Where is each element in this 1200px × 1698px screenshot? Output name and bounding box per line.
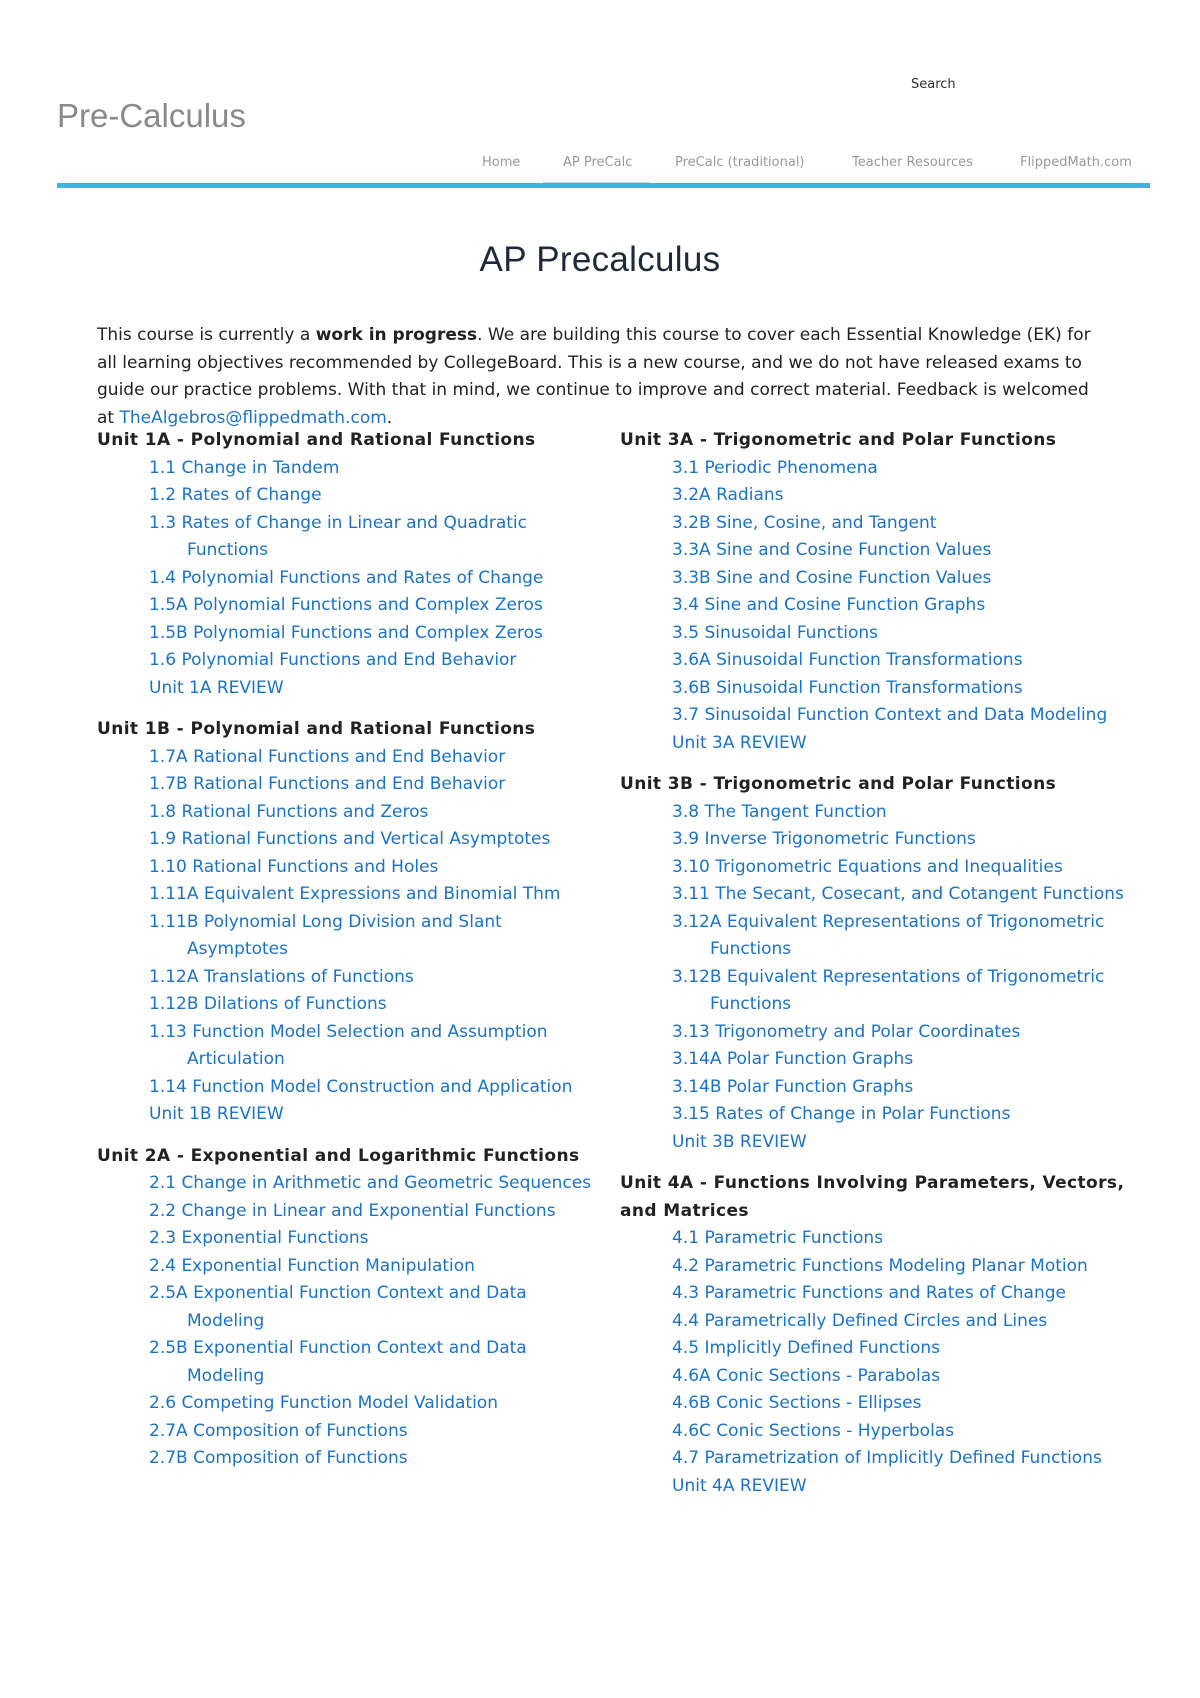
nav-item-teacher-resources[interactable]: Teacher Resources bbox=[852, 155, 973, 170]
lesson-link[interactable]: 3.12A Equivalent Representations of Trigonometric Functions bbox=[672, 911, 1105, 959]
lesson-link[interactable]: 3.3B Sine and Cosine Function Values bbox=[672, 567, 992, 588]
lesson-link[interactable]: 1.9 Rational Functions and Vertical Asymptotes bbox=[149, 829, 551, 849]
lesson-list bbox=[97, 744, 607, 1129]
lesson-link[interactable]: 2.5A Exponential Function Context and Data Modeling bbox=[149, 1283, 527, 1331]
unit-1b bbox=[97, 716, 607, 1129]
lesson-link[interactable]: 2.4 Exponential Function Manipulation bbox=[149, 1255, 475, 1276]
unit-heading: Unit 4A - Functions Involving Parameters, Vectors, and Matrices bbox=[620, 1173, 1125, 1221]
lesson-link[interactable]: 1.6 Polynomial Functions and End Behavior bbox=[149, 650, 517, 670]
lesson-link[interactable]: 2.1 Change in Arithmetic and Geometric Sequences bbox=[149, 1173, 592, 1193]
lesson-link[interactable]: 4.2 Parametric Functions Modeling Planar Motion bbox=[672, 1255, 1088, 1276]
lesson-link[interactable]: 1.13 Function Model Selection and Assumption Articulation bbox=[149, 1021, 548, 1069]
lesson-link[interactable]: 3.15 Rates of Change in Polar Functions bbox=[672, 1104, 1011, 1124]
lesson-link[interactable]: 4.7 Parametrization of Implicitly Defined Functions bbox=[672, 1448, 1102, 1468]
intro-text-end: . bbox=[386, 407, 393, 428]
lesson-link[interactable]: 1.1 Change in Tandem bbox=[149, 457, 340, 478]
feedback-email-link[interactable]: TheAlgebros@flippedmath.com bbox=[119, 407, 387, 428]
lesson-link[interactable]: Unit 4A REVIEW bbox=[672, 1475, 807, 1496]
lesson-link[interactable]: 1.3 Rates of Change in Linear and Quadratic Functions bbox=[149, 512, 527, 560]
unit-heading: Unit 3A - Trigonometric and Polar Functions bbox=[620, 430, 1057, 450]
lesson-link[interactable]: 2.5B Exponential Function Context and Data Modeling bbox=[149, 1338, 527, 1386]
lesson-link[interactable]: 4.3 Parametric Functions and Rates of Change bbox=[672, 1283, 1066, 1303]
lesson-link[interactable]: 3.6A Sinusoidal Function Transformations bbox=[672, 650, 1023, 670]
nav-item-flippedmath[interactable]: FlippedMath.com bbox=[1020, 155, 1132, 170]
left-column bbox=[97, 427, 607, 1487]
lesson-link[interactable]: 2.3 Exponential Functions bbox=[149, 1228, 369, 1248]
lesson-list bbox=[97, 455, 607, 703]
lesson-link[interactable]: 1.11B Polynomial Long Division and Slant Asymptotes bbox=[149, 911, 502, 959]
lesson-link[interactable]: Unit 1B REVIEW bbox=[149, 1104, 284, 1124]
intro-text-1: This course is currently a bbox=[97, 325, 316, 345]
lesson-link[interactable]: 3.3A Sine and Cosine Function Values bbox=[672, 540, 992, 560]
nav-item-precalc-traditional[interactable]: PreCalc (traditional) bbox=[675, 155, 805, 170]
lesson-link[interactable]: 3.6B Sinusoidal Function Transformations bbox=[672, 677, 1023, 698]
lesson-link[interactable]: 3.13 Trigonometry and Polar Coordinates bbox=[672, 1021, 1021, 1042]
lesson-link[interactable]: 2.7B Composition of Functions bbox=[149, 1448, 408, 1468]
lesson-link[interactable]: 4.5 Implicitly Defined Functions bbox=[672, 1338, 941, 1358]
lesson-link[interactable]: 3.4 Sine and Cosine Function Graphs bbox=[672, 595, 986, 615]
lesson-link[interactable]: 3.8 The Tangent Function bbox=[672, 801, 887, 822]
page-title: AP Precalculus bbox=[479, 240, 721, 279]
lesson-link[interactable]: 1.7A Rational Functions and End Behavior bbox=[149, 746, 506, 767]
header-divider bbox=[57, 183, 1150, 188]
lesson-link[interactable]: 4.6A Conic Sections - Parabolas bbox=[672, 1365, 941, 1386]
lesson-link[interactable]: 1.11A Equivalent Expressions and Binomial Thm bbox=[149, 884, 561, 904]
lesson-link[interactable]: 4.6C Conic Sections - Hyperbolas bbox=[672, 1420, 955, 1441]
lesson-link[interactable]: 3.11 The Secant, Cosecant, and Cotangent Functions bbox=[672, 884, 1124, 904]
lesson-link[interactable]: 3.7 Sinusoidal Function Context and Data Modeling bbox=[672, 705, 1108, 725]
lesson-link[interactable]: 4.4 Parametrically Defined Circles and Lines bbox=[672, 1310, 1048, 1331]
lesson-link[interactable]: 3.14A Polar Function Graphs bbox=[672, 1049, 914, 1069]
lesson-link[interactable]: 3.2A Radians bbox=[672, 485, 784, 505]
lesson-list bbox=[620, 1225, 1130, 1500]
lesson-link[interactable]: 1.2 Rates of Change bbox=[149, 485, 322, 505]
unit-heading: Unit 3B - Trigonometric and Polar Functions bbox=[620, 774, 1057, 794]
unit-3a bbox=[620, 427, 1130, 757]
lesson-link[interactable]: 1.7B Rational Functions and End Behavior bbox=[149, 774, 506, 794]
nav-item-ap-precalc[interactable]: AP PreCalc bbox=[563, 155, 633, 170]
lesson-link[interactable]: 4.6B Conic Sections - Ellipses bbox=[672, 1393, 922, 1413]
unit-heading: Unit 1A - Polynomial and Rational Functions bbox=[97, 430, 536, 450]
lesson-list bbox=[620, 799, 1130, 1157]
lesson-link[interactable]: 3.5 Sinusoidal Functions bbox=[672, 622, 878, 643]
lesson-link[interactable]: Unit 1A REVIEW bbox=[149, 677, 284, 698]
unit-heading: Unit 1B - Polynomial and Rational Functions bbox=[97, 719, 536, 739]
lesson-link[interactable]: 1.14 Function Model Construction and Application bbox=[149, 1076, 573, 1097]
lesson-link[interactable]: 1.4 Polynomial Functions and Rates of Change bbox=[149, 567, 544, 588]
unit-2a bbox=[97, 1143, 607, 1473]
lesson-link[interactable]: 2.7A Composition of Functions bbox=[149, 1420, 408, 1441]
right-column bbox=[620, 427, 1130, 1514]
intro-bold: work in progress bbox=[315, 325, 478, 345]
intro-text-2: . We are building this course to cover each Essential Knowledge (EK) for all learning objectives recommended by CollegeBoard. This is a new course, and we do not have released exams to guide our practice problems. With that in mind, we continue to improve and correct material. Feedback is welcomed at bbox=[97, 325, 1091, 428]
main-nav bbox=[0, 155, 1200, 185]
lesson-link[interactable]: 4.1 Parametric Functions bbox=[672, 1228, 884, 1248]
lesson-link[interactable]: 1.10 Rational Functions and Holes bbox=[149, 856, 439, 877]
lesson-link[interactable]: 1.5B Polynomial Functions and Complex Zeros bbox=[149, 622, 543, 643]
unit-heading: Unit 2A - Exponential and Logarithmic Functions bbox=[97, 1145, 580, 1166]
site-title[interactable]: Pre-Calculus bbox=[57, 97, 246, 134]
lesson-link[interactable]: Unit 3B REVIEW bbox=[672, 1131, 807, 1152]
lesson-link[interactable]: 3.10 Trigonometric Equations and Inequalities bbox=[672, 856, 1063, 877]
lesson-link[interactable]: 2.2 Change in Linear and Exponential Functions bbox=[149, 1200, 556, 1221]
lesson-link[interactable]: 3.9 Inverse Trigonometric Functions bbox=[672, 829, 976, 849]
lesson-link[interactable]: 3.2B Sine, Cosine, and Tangent bbox=[672, 512, 937, 533]
lesson-link[interactable]: 1.12A Translations of Functions bbox=[149, 966, 414, 987]
lesson-link[interactable]: 3.14B Polar Function Graphs bbox=[672, 1076, 914, 1097]
search-link[interactable]: Search bbox=[911, 77, 956, 92]
nav-item-home[interactable]: Home bbox=[482, 155, 521, 170]
lesson-link[interactable]: Unit 3A REVIEW bbox=[672, 732, 807, 753]
lesson-link[interactable]: 3.1 Periodic Phenomena bbox=[672, 457, 878, 478]
lesson-link[interactable]: 1.8 Rational Functions and Zeros bbox=[149, 801, 429, 822]
lesson-link[interactable]: 2.6 Competing Function Model Validation bbox=[149, 1393, 498, 1413]
lesson-list bbox=[620, 455, 1130, 758]
unit-4a bbox=[620, 1170, 1130, 1500]
intro-paragraph bbox=[97, 322, 1109, 432]
lesson-link[interactable]: 1.12B Dilations of Functions bbox=[149, 994, 387, 1014]
unit-1a bbox=[97, 427, 607, 702]
lesson-list bbox=[97, 1170, 607, 1473]
lesson-link[interactable]: 3.12B Equivalent Representations of Trigonometric Functions bbox=[672, 966, 1105, 1014]
lesson-link[interactable]: 1.5A Polynomial Functions and Complex Zeros bbox=[149, 595, 543, 615]
unit-3b bbox=[620, 771, 1130, 1156]
